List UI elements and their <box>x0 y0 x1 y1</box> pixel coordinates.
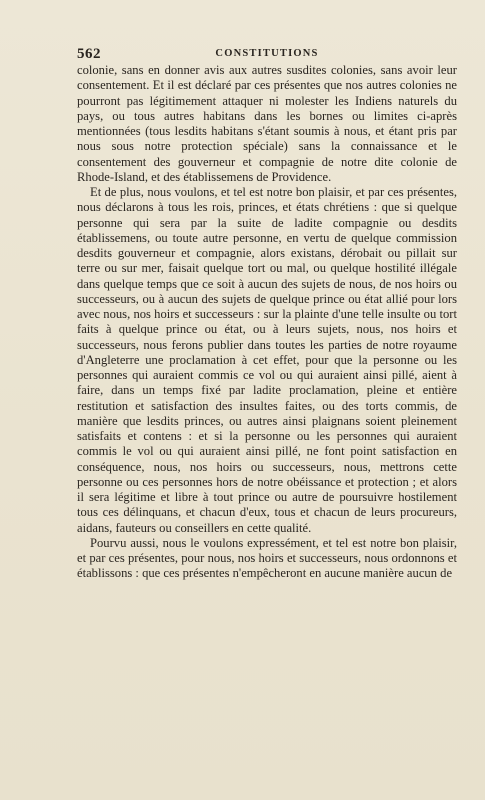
page-header <box>77 46 457 62</box>
page-number: 562 <box>77 46 101 62</box>
paragraph-proviso: Pourvu aussi, nous le voulons expressément, et tel est notre bon plaisir, et par ces présentes, pour nous, nos hoirs et successeurs, nous ordonnons et établissons : que ces présentes n'empêcheront en aucune manière aucun de <box>77 535 457 581</box>
body-text <box>77 63 457 582</box>
running-title: CONSTITUTIONS <box>215 48 319 59</box>
paragraph-proclamation: Et de plus, nous voulons, et tel est notre bon plaisir, et par ces présentes, nous déclarons à tous les rois, princes, et états chrétiens : que si quelque personne qui sera par la suite de ladite compagnie ou desdits établissemens, ou toute autre personne, en vertu de quelque commission desdits gouverneur et compagnie, alors existans, dérobait ou pillait sur terre ou sur mer, faisait quelque tort ou mal, ou quelque hostilité illégale dans quelque temps que ce soit à aucun des sujets de nous, de nos hoirs ou successeurs, ou à aucun des sujets de quelque prince ou état allié pour lors avec nous, nos hoirs et successeurs : sur la plainte d'une telle insulte ou tort faits à quelque prince ou état, ou à leurs sujets, nous, nos hoirs et successeurs, nous ferons publier dans toutes les parties de notre royaume d'Angleterre une proclamation à cet effet, pour que la personne ou les personnes qui auraient commis ce vol ou qui auraient ainsi pillé, aient à faire, dans un temps fixé par ladite proclamation, pleine et entière restitution et satisfaction des insultes faites, ou des torts commis, de manière que lesdits princes, ou autres ainsi plaignans soient pleinement satisfaits et contens : et si la personne ou les personnes qui auraient commis le vol ou qui auraient ainsi pillé, ne font point satisfaction en conséquence, nous, nos hoirs ou successeurs, nous, mettrons cette personne ou ces personnes hors de notre obéissance et protection ; et alors il sera légitime et libre à tout prince ou autre de poursuivre hostilement tous ces délinquans, et chacun d'eux, tous et chacun de leurs procureurs, aidans, fauteurs ou conseillers en cette qualité. <box>77 185 457 535</box>
paragraph-continuation: colonie, sans en donner avis aux autres susdites colonies, sans avoir leur consentement. Et il est déclaré par ces présentes que nos autres colonies ne pourront pas légitimement attaquer ni molester les Indiens naturels du pays, ou tous autres habitans dans les bornes ou limites ci-après mentionnées (tous lesdits habitans s'étant soumis à nous, et étant pris par nous sous notre protection spéciale) sans la connaissance et le consentement des gouverneur et compagnie de notre dite colonie de Rhode-Island, et des établissemens de Providence. <box>77 63 457 184</box>
